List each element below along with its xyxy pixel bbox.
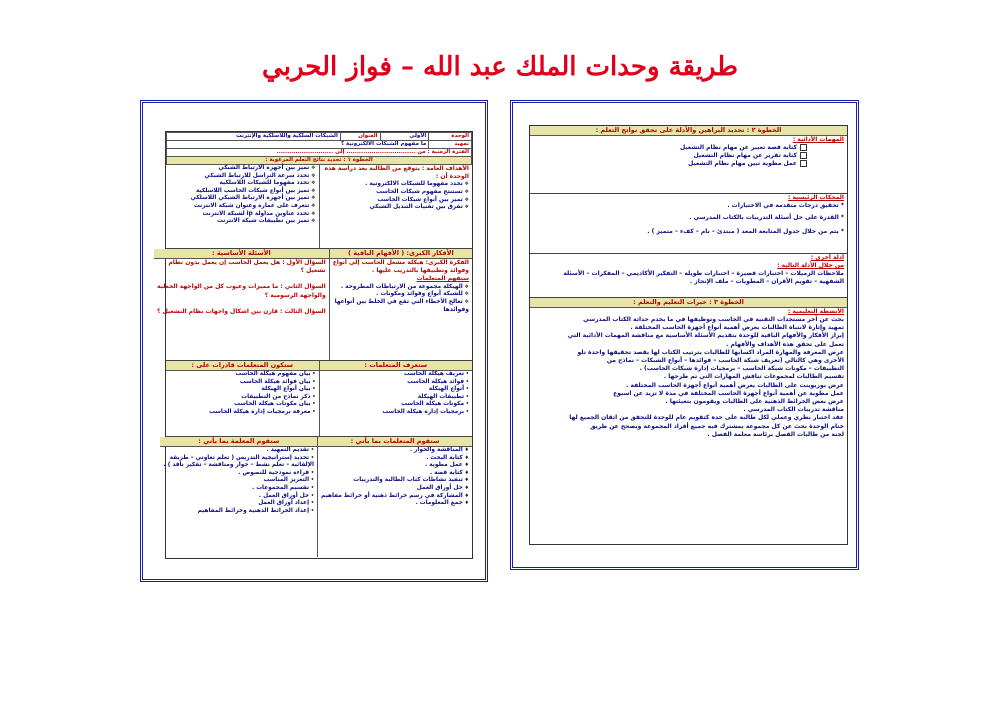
teacher-item: • التعزيز المناسب	[160, 477, 317, 485]
teacher-item: • تحديد إستراتيجية التدريس ( تعلم تعاوني – طريقة	[160, 455, 317, 463]
big-ideas-header: الأفكار الكبرى: ( الأفهام الباقية )	[330, 249, 472, 259]
performance-tasks-header: المهمات الأدائية :	[792, 136, 844, 143]
goals-section	[166, 165, 472, 249]
goal-item: ❖ تميز بين أجهزة الارتباط الشبكي اللاسلكي	[166, 195, 319, 203]
unit-plan-page	[140, 100, 488, 582]
question-line: تشغيل ؟	[300, 267, 326, 275]
activity-line: تمهيد وإثارة لانتباه الطالبات بعرض أهمية أنواع أجهزة الحاسب المختلفة .	[630, 324, 844, 332]
goals-left-column	[166, 165, 320, 248]
know-item: • أنواع الهيكلة	[320, 386, 473, 394]
goal-item: ❖ تميز بين أنواع شبكات الحاسب اللاسلكية	[166, 188, 319, 196]
idea-line: وفوائدها	[443, 306, 469, 314]
teacher-do-column	[160, 437, 318, 557]
do-item: ♦ المشاركة في رسم خرائط ذهنية أو خرائط مفاهيم	[318, 493, 472, 501]
title-label: العنوان	[340, 133, 380, 141]
criteria-line: * تحقيق درجات متقدمة في الاختبارات .	[727, 202, 844, 209]
able-item: • بيان مفهوم هيكلة الحاسب	[166, 371, 319, 379]
evidence-page	[510, 100, 859, 570]
other-evidence-section	[530, 254, 847, 298]
goals-right-column	[320, 165, 473, 248]
intro-value: ما مفهوم الشبكات الالكترونية ؟	[167, 141, 429, 149]
know-item: • برمجيات إدارة هيكلة الحاسب	[320, 409, 473, 417]
step1-header: الخطوة ١ : تحديد نتائج التعلم المرغوبة :	[167, 157, 472, 165]
activity-line: عرض المعرفة والمهارة المراد اكسابها للطالبات بترتيب الكتاب لها بقصد تحقيقها واحدة تلو	[577, 348, 844, 356]
activity-line: الأخرى وهي كالتالي (تعريف شبكة الحاسب – فوائدها – أنواع الشبكات – نماذج من	[606, 357, 844, 365]
activity-line: تقسيم الطالبات لمجموعات تناقش المهارات التي تم طرحها .	[663, 373, 844, 381]
step2-header: الخطوة ٢ : تحديد البراهين والأدلة على تحقق نواتج التعلم :	[530, 126, 847, 136]
goal-item: ❖ تحدد عناوين مداولة ip لشبكة الانترنت	[166, 211, 319, 219]
teacher-item: • إعداد الخرائط الذهنية وخرائط المفاهيم	[160, 508, 317, 516]
criteria-line: * القدرة على حل أسئلة التدريبات بالكتاب المدرسي .	[689, 214, 844, 222]
activity-line: عرض بوربوينت على الطالبات يعرض أهمية أنواع أجهزة الحاسب المختلفة .	[626, 381, 844, 389]
do-item: ♦ كتابة قصة .	[318, 470, 472, 478]
teacher-item: • تقسيم المجموعات .	[160, 485, 317, 493]
do-item: ♦ تنفيذ نشاطات كتاب الطالبة والتدريبات	[318, 477, 472, 485]
goal-item: ❖ تفرق بين تقنيات التبديل الشبكي	[320, 204, 473, 212]
idea-line: الفكرة الكبرى: هيكلة مشغل الحاسب إلى أنواع	[332, 259, 469, 266]
task-item: كتابة تقرير عن مهام نظام التشغيل	[530, 152, 847, 160]
questions-header: الأسئلة الأساسية :	[154, 249, 329, 259]
idea-line: ❖ تعالج الأخطاء التي تقع في الخلط بين أنواعها	[330, 299, 472, 307]
activities-section	[530, 308, 847, 528]
unit-label: الوحدة	[429, 133, 472, 141]
goal-item: ❖ تحدد مفهوما للشبكات اللاسلكية	[166, 180, 319, 188]
do-item: ♦ المناقشة والحوار .	[318, 447, 472, 455]
do-item: ♦ حل أوراق العمل	[318, 485, 472, 493]
task-item: عمل مطوية تبين مهام نظام التشغيل	[530, 160, 847, 168]
activity-line: عرض بعض الخرائط الذهنية على الطالبات ويقومون بتعبئتها .	[665, 398, 844, 406]
unit-intro: الوحدة أن :	[435, 173, 469, 181]
period-row: الفترة الزمنية : من ................................. إلى ...........................	[167, 149, 472, 157]
teacher-item: • تقديم التمهيد .	[160, 447, 317, 455]
able-item: • بيان أنواع الهيكلة	[166, 386, 319, 394]
activity-line: مناقشة تدريبات الكتاب المدرسي .	[743, 406, 844, 414]
know-item: • فوائد هيكلة الحاسب	[320, 379, 473, 387]
goal-item: ❖ تتعرف على عمارة وعنوان شبكة الانترنت	[166, 203, 319, 211]
question-line: السؤال الثالث : قارن بين اشكال واجهات نظام التشغيل ؟	[157, 307, 326, 315]
main-criteria-header: المحكات الرئيسية :	[788, 194, 844, 201]
teacher-item: • إعداد أوراق العمل	[160, 500, 317, 508]
activity-line: إبراز الأفكار والأفهام الباقية للوحدة بتقديم الأسئلة الأساسية مع مناقشة المهمات الأدائية التي	[567, 332, 844, 340]
abilities-section	[163, 437, 472, 557]
questions-column	[154, 249, 330, 360]
do-item: ♦ عمل مطوية .	[318, 462, 472, 470]
able-item: • بيان فوائد هيكلة الحاسب	[166, 379, 319, 387]
task-item: كتابة قصة تعبير عن مهام نظام التشغيل	[530, 144, 847, 152]
able-item: • ذكر نماذج من التطبيقات	[166, 394, 319, 402]
unit-header-table	[166, 132, 472, 165]
evidence-line: الشفهية – تقويم الأقران – المطويات – ملف الإنجاز .	[689, 278, 844, 286]
able-item: • معرفة برمجيات إدارة هيكلة الحاسب	[166, 409, 319, 417]
students-do-header: ستقوم المتعلمات بما يأتي :	[318, 437, 472, 447]
activity-line: ختام الوحدة بحث عن كل مجموعة بمشترك فيه جميع أفراد المجموعة ويصحح عن طريق	[590, 422, 844, 430]
students-able-column	[166, 361, 320, 436]
goal-item: ❖ تحدد مفهوما للشبكات الالكترونية .	[320, 181, 473, 189]
checkbox-icon	[800, 144, 807, 151]
teacher-do-header: ستقوم المعلمة بما يأتي :	[160, 437, 317, 447]
main-criteria-section	[530, 194, 847, 254]
know-item: • تعريف هيكلة الحاسب	[320, 371, 473, 379]
students-know-header: ستعرف المتعلمات :	[320, 361, 473, 371]
idea-line: ❖ للشبكة أنواع وفوائد ومكونات .	[330, 291, 472, 299]
teacher-item: • حل أوراق العمل .	[160, 493, 317, 501]
know-item: • مكونات هيكلة الحاسب	[320, 401, 473, 409]
question-line: السؤال الثاني : ما مميزات وعيوب كل من الواجهة الخطية	[157, 283, 326, 291]
big-ideas-column	[330, 249, 472, 360]
other-evidence-header: أدلة أخرى :	[810, 254, 844, 261]
activity-line: بحث عن آخر مستجدات التقنية في الحاسب وتوظيفها في ما يخدم حداثة الكتاب المدرسي	[583, 316, 844, 323]
goal-item: ❖ تميز بين أجهزة الارتباط الشبكي	[166, 165, 319, 173]
students-able-header: ستكون المتعلمات قادرات على :	[166, 361, 319, 371]
students-do-column	[318, 437, 472, 557]
activities-header: الأنشطة التعليمية :	[787, 308, 844, 315]
intro-label: تمهيد	[429, 141, 472, 149]
checkbox-icon	[800, 152, 807, 159]
goal-item: ❖ تحدد سرعة التراسل للارتباط الشبكي	[166, 173, 319, 181]
activity-line: لجنة من طالبات الفصل برئاسة معلمة الفصل .	[707, 430, 844, 438]
criteria-line: * يتم من خلال جدول المتابعة المعد ( مبتدئ – نام – كفء – متميز ) .	[647, 228, 844, 236]
question-line: السؤال الأول : هل يعمل الحاسب إن يعمل بدون نظام	[168, 259, 326, 266]
idea-line: وفوائد وتطبيقها بالتدريب عليها .	[371, 267, 469, 275]
know-item: • تطبيقات الهيكلة	[320, 394, 473, 402]
ideas-section	[157, 249, 472, 361]
activity-line: تعمل على تحقق هذه الأهداف والأفهام .	[726, 340, 844, 348]
goal-item: ❖ تميز بين تطبيقات شبكة الانترنت	[166, 218, 319, 226]
idea-line: ❖ الهيكلة مجموعة من الارتباطات المطروحة .	[330, 284, 472, 292]
students-know-column	[320, 361, 473, 436]
checkbox-icon	[800, 160, 807, 167]
do-item: ♦ كتابة البحث .	[318, 455, 472, 463]
other-evidence-subheader: من خلال الأدلة التالية :	[777, 262, 844, 269]
performance-tasks-section	[530, 136, 847, 194]
activity-line: عقد اختبار نظري وعملي لكل طالبة على حده كتقويم عام للوحدة للتحقق من اتقان الجميع لها	[569, 414, 844, 422]
able-item: • بيان مكونات هيكلة الحاسب	[166, 401, 319, 409]
activity-line: عمل مطوية عن أهمية أنواع أجهزة الحاسب المختلفة في مدة لا تزيد عن اسبوع	[613, 389, 844, 397]
unit-value: الأولى	[380, 133, 429, 141]
evidence-frame	[529, 125, 848, 545]
knowledge-section	[166, 361, 472, 437]
goal-item: ❖ تستنتج مفهوم شبكات الحاسب	[320, 189, 473, 197]
general-goal: الأهداف العامة : يتوقع من الطالبة بعد دراسة هذه	[324, 165, 469, 172]
do-item: ♦ جمع المعلومات .	[318, 500, 472, 508]
page-title: طريقة وحدات الملك عبد الله – فواز الحربي	[262, 52, 738, 82]
teacher-item: • قراءة نموذجية للنصوص .	[160, 470, 317, 478]
step3-header: الخطوة ٣ : خبرات التعليم والتعلم :	[530, 298, 847, 308]
idea-line: ستفهم المتعلمات	[416, 275, 469, 283]
activity-line: التطبيقات – مكونات شبكة الحاسب – برمجيات إدارة شبكات الحاسب) .	[639, 365, 844, 373]
goal-item: ❖ تميز بين أنواع شبكات الحاسب	[320, 197, 473, 205]
title-value: الشبكات السلكية واللاسلكية والإنترنت	[167, 133, 341, 141]
teacher-item: الإلقائية – تعلم نشط – حوار ومناقشة – تفكير ناقد ) .	[163, 462, 315, 469]
unit-plan-frame	[157, 131, 473, 559]
question-line: والواجهة الرسومية ؟	[264, 291, 326, 299]
evidence-line: ملاحظات الزميلات – اختبارات قصيرة – اختبارات طويلة – التفكير الأكاديمي – المفكرات – الأسئلة	[563, 270, 844, 277]
